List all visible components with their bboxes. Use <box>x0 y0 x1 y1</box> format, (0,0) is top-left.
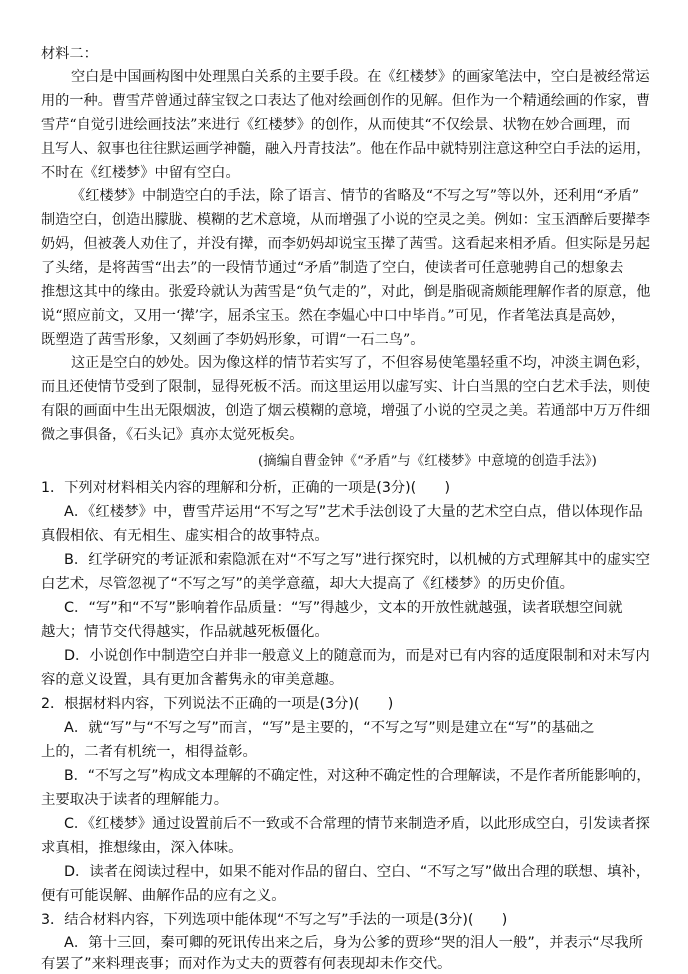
paragraph-line: 《红楼梦》中制造空白的手法，除了语言、情节的省略及“不写之写”等以外，还利用“矛盾” <box>71 188 640 204</box>
question-1-option-d[interactable]: D．小说创作中制造空白并非一般意义上的随意而为，而是对已有内容的适度限制和对未写内 <box>64 648 650 664</box>
question-2-option-a-cont: 上的，二者有机统一，相得益彰。 <box>41 744 257 760</box>
question-1-option-b[interactable]: B．红学研究的考证派和索隐派在对“不写之写”进行探究时，以机械的方式理解其中的虚实空 <box>64 552 651 568</box>
paragraph-line: 制造空白，创造出朦胧、模糊的艺术意境，从而增强了小说的空灵之美。例如：宝玉酒醉后要撵李 <box>41 212 651 228</box>
paragraph-line: 这正是空白的妙处。因为像这样的情节若实写了，不但容易使笔墨轻重不均，冲淡主调色彩， <box>71 355 650 371</box>
paragraph-line: 推想这其中的缘由。张爱玲就认为茜雪是“负气走的”，对此，倒是脂砚斋颇能理解作者的原意，他 <box>41 284 651 300</box>
question-1-option-a-cont: 真假相依、有无相生、虚实相合的故事特点。 <box>41 528 329 544</box>
question-3-option-a[interactable]: A．第十三回，秦可卿的死讯传出来之后，身为公爹的贾珍“哭的泪人一般”，并表示“尽我所 <box>64 935 644 951</box>
paragraph-line: 雪芹“自觉引进绘画技法”来进行《红楼梦》的创作，从而使其“不仅绘景、状物在妙合画理，而 <box>41 117 631 133</box>
paragraph-line: 了头绪，是将茜雪“出去”的一段情节通过“矛盾”制造了空白，使读者可任意驰骋自己的想象去 <box>41 260 624 276</box>
paragraph-line: 且写人、叙事也往往默运画学神髓，融入丹青技法”。他在作品中就特别注意这种空白手法的运用， <box>41 141 651 157</box>
question-2-option-d-cont: 便有可能误解、曲解作品的应有之义。 <box>41 888 286 904</box>
paragraph-line: 奶妈，但被袭人劝住了，并没有撵，而李奶妈却说宝玉撵了茜雪。这看起来相矛盾。但实际是另起 <box>41 236 651 252</box>
paragraph-line: 既塑造了茜雪形象，又刻画了李奶妈形象，可谓“一石二鸟”。 <box>41 332 425 348</box>
paragraph-line: 微之事俱备，《石头记》真亦太觉死板矣。 <box>41 427 304 443</box>
paragraph-line: 不时在《红楼梦》中留有空白。 <box>41 165 240 181</box>
material-title: 材料二： <box>41 46 98 62</box>
paragraph-line: 说“照应前文，又用一‘撵’字，屈杀宝玉。然在李媪心中口中毕肖。”可见，作者笔法真是高妙， <box>41 308 625 324</box>
paragraph-line: 空白是中国画构图中处理黑白关系的主要手段。在《红楼梦》的画家笔法中，空白是被经常运 <box>71 69 650 85</box>
question-1-stem: 1．下列对材料相关内容的理解和分析，正确的一项是(3分)( ) <box>41 480 451 496</box>
question-3-option-a-cont: 有罢了”来料理丧事；而对作为丈夫的贾蓉有何表现却未作交代。 <box>41 956 452 972</box>
question-1-option-b-cont: 白艺术，尽管忽视了“不写之写”的美学意蕴，却大大提高了《红楼梦》的历史价值。 <box>41 576 574 592</box>
question-1-option-c[interactable]: C．“写”和“不写”影响着作品质量：“写”得越少，文本的开放性就越强，读者联想空间就 <box>64 600 623 616</box>
question-1-option-d-cont: 容的意义设置，具有更加含蓄隽永的审美意趣。 <box>41 672 344 688</box>
question-2-option-c-cont: 求真相，推想缘由，深入体味。 <box>41 840 243 856</box>
question-3-stem: 3．结合材料内容，下列选项中能体现“不写之写”手法的一项是(3分)( ) <box>41 912 508 928</box>
paragraph-line: 而且还使情节受到了限制，显得死板不活。而这里运用以虚写实、计白当黑的空白艺术手法，则使 <box>41 379 651 395</box>
question-2-option-d[interactable]: D．读者在阅读过程中，如果不能对作品的留白、空白、“不写之写”做出合理的联想、填补， <box>64 864 651 880</box>
source-citation: (摘编自曹金钟《“矛盾”与《红楼梦》中意境的创造手法》) <box>258 454 597 469</box>
question-1-option-c-cont: 越大；情节交代得越实，作品就越死板僵化。 <box>41 624 329 640</box>
paragraph-line: 用的一种。曹雪芹曾通过薛宝钗之口表达了他对绘画创作的见解。但作为一个精通绘画的作家，曹 <box>41 93 651 109</box>
question-2-stem: 2．根据材料内容，下列说法不正确的一项是(3分)( ) <box>41 696 394 712</box>
question-2-option-a[interactable]: A．就“写”与“不写之写”而言，“写”是主要的，“不写之写”则是建立在“写”的基础之 <box>64 720 595 736</box>
question-2-option-b-cont: 主要取决于读者的理解能力。 <box>41 792 229 808</box>
question-2-option-c[interactable]: C．《红楼梦》通过设置前后不一致或不合常理的情节来制造矛盾，以此形成空白，引发读者探 <box>64 816 650 832</box>
question-1-option-a[interactable]: A．《红楼梦》中，曹雪芹运用“不写之写”艺术手法创设了大量的艺术空白点，借以体现作品 <box>64 504 643 520</box>
question-2-option-b[interactable]: B．“不写之写”构成文本理解的不确定性，对这种不确定性的合理解读，不是作者所能影响的， <box>64 768 651 784</box>
paragraph-line: 有限的画面中生出无限烟波，创造了烟云模糊的意境，增强了小说的空灵之美。若通部中万万件细 <box>41 403 651 419</box>
